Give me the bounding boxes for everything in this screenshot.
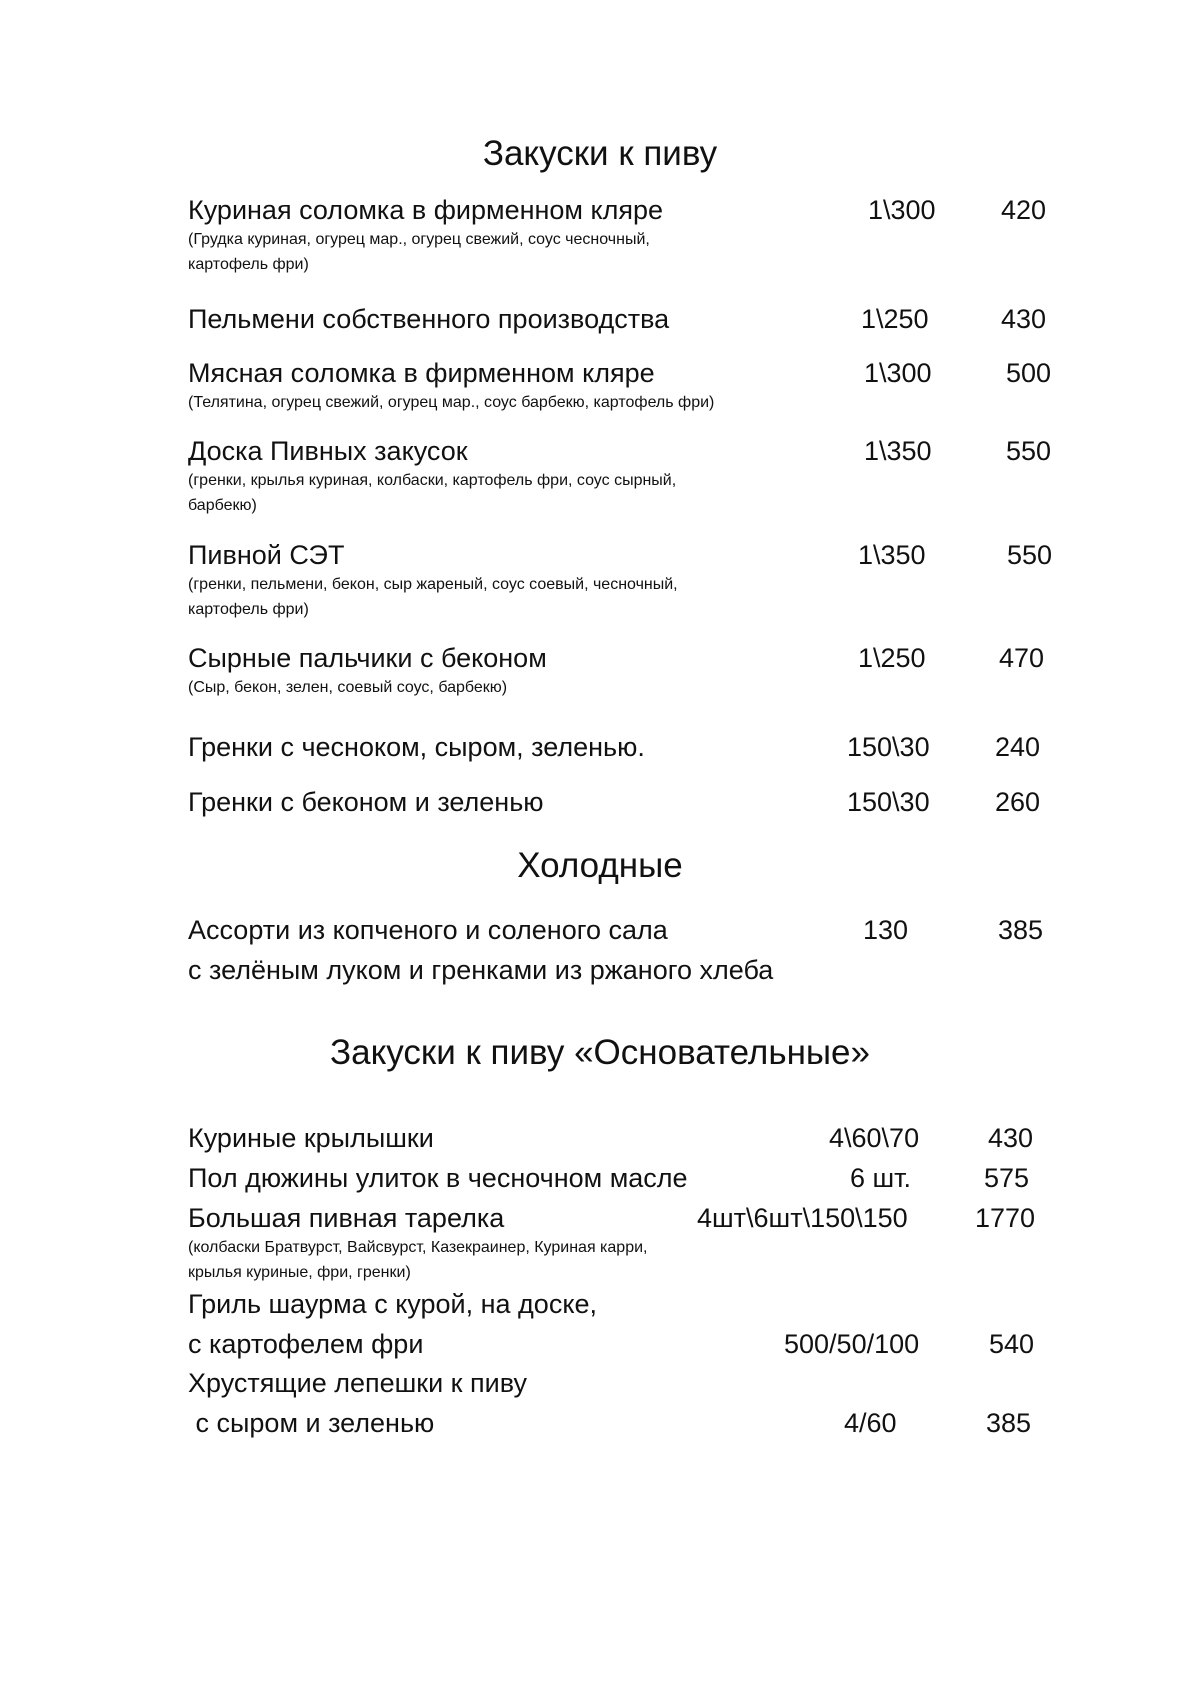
item-name: Доска Пивных закусок — [188, 436, 468, 466]
item-price: 540 — [989, 1329, 1035, 1359]
item-price: 385 — [998, 915, 1044, 945]
item-price: 470 — [999, 643, 1045, 673]
menu-item — [188, 194, 1088, 273]
item-description: (колбаски Братвурст, Вайсвурст, Казекраинер, Куриная карри, крылья куриные, фри, гренки) — [188, 1239, 648, 1281]
item-price: 420 — [1001, 195, 1047, 225]
item-name: Гренки с чесноком, сыром, зеленью. — [188, 732, 645, 762]
item-name: Гриль шаурма с курой, на доске, — [188, 1289, 597, 1319]
item-portion: 4\60\70 — [829, 1123, 920, 1153]
item-portion: 1\300 — [868, 195, 936, 225]
item-name: Пивной СЭТ — [188, 540, 345, 570]
item-portion: 150\30 — [847, 732, 930, 762]
item-name-line2: с зелёным луком и гренками из ржаного хлеба — [188, 955, 774, 985]
menu-item — [188, 914, 1088, 994]
item-portion: 500/50/100 — [784, 1329, 920, 1359]
item-name: Хрустящие лепешки к пиву — [188, 1368, 527, 1398]
item-price: 385 — [986, 1408, 1032, 1438]
menu-item — [188, 731, 1088, 771]
menu-item — [188, 1162, 1088, 1202]
item-price: 430 — [1001, 304, 1047, 334]
item-price: 240 — [995, 732, 1041, 762]
menu-item — [188, 1202, 1088, 1281]
item-name: Пол дюжины улиток в чесночном масле — [188, 1163, 688, 1193]
item-price: 550 — [1006, 436, 1052, 466]
item-description: (Грудка куриная, огурец мар., огурец свежий, соус чесночный, картофель фри) — [188, 231, 650, 273]
menu-item — [188, 786, 1088, 826]
item-price: 1770 — [975, 1203, 1036, 1233]
item-name: Сырные пальчики с беконом — [188, 643, 547, 673]
item-price: 260 — [995, 787, 1041, 817]
item-portion: 1\250 — [861, 304, 929, 334]
section-title: Холодные — [517, 846, 683, 885]
item-description: (гренки, крылья куриная, колбаски, картофель фри, соус сырный, барбекю) — [188, 472, 677, 514]
item-portion: 1\350 — [864, 436, 932, 466]
menu-item — [188, 642, 1088, 696]
item-portion: 130 — [863, 915, 909, 945]
item-name-line2: с картофелем фри — [188, 1329, 424, 1359]
item-portion: 1\350 — [858, 540, 926, 570]
item-portion: 6 шт. — [850, 1163, 912, 1193]
item-name: Куриная соломка в фирменном кляре — [188, 195, 664, 225]
item-portion: 150\30 — [847, 787, 930, 817]
menu-item — [188, 1288, 1088, 1368]
item-portion: 4/60 — [844, 1408, 897, 1438]
item-price: 430 — [988, 1123, 1034, 1153]
menu-item — [188, 303, 1088, 343]
item-name-line2: с сыром и зеленью — [188, 1408, 435, 1438]
item-description: (гренки, пельмени, бекон, сыр жареный, соус соевый, чесночный, картофель фри) — [188, 576, 678, 618]
item-name: Мясная соломка в фирменном кляре — [188, 358, 655, 388]
item-portion: 1\250 — [858, 643, 926, 673]
item-name: Куриные крылышки — [188, 1123, 434, 1153]
item-name: Гренки с беконом и зеленью — [188, 787, 544, 817]
item-description: (Телятина, огурец свежий, огурец мар., соус барбекю, картофель фри) — [188, 394, 715, 411]
menu-item — [188, 435, 1088, 514]
item-portion: 1\300 — [864, 358, 932, 388]
menu-item — [188, 357, 1088, 411]
item-name: Ассорти из копченого и соленого сала — [188, 915, 668, 945]
item-price: 575 — [984, 1163, 1030, 1193]
item-name: Большая пивная тарелка — [188, 1203, 505, 1233]
menu-item — [188, 1367, 1088, 1447]
item-description: (Сыр, бекон, зелен, соевый соус, барбекю) — [188, 679, 508, 696]
menu-item — [188, 1122, 1088, 1162]
item-name: Пельмени собственного производства — [188, 304, 670, 334]
item-price: 550 — [1007, 540, 1053, 570]
section-title: Закуски к пиву «Основательные» — [330, 1033, 870, 1072]
item-portion: 4шт\6шт\150\150 — [697, 1203, 908, 1233]
section-title: Закуски к пиву — [482, 134, 718, 173]
item-price: 500 — [1006, 358, 1052, 388]
menu-item — [188, 539, 1088, 618]
